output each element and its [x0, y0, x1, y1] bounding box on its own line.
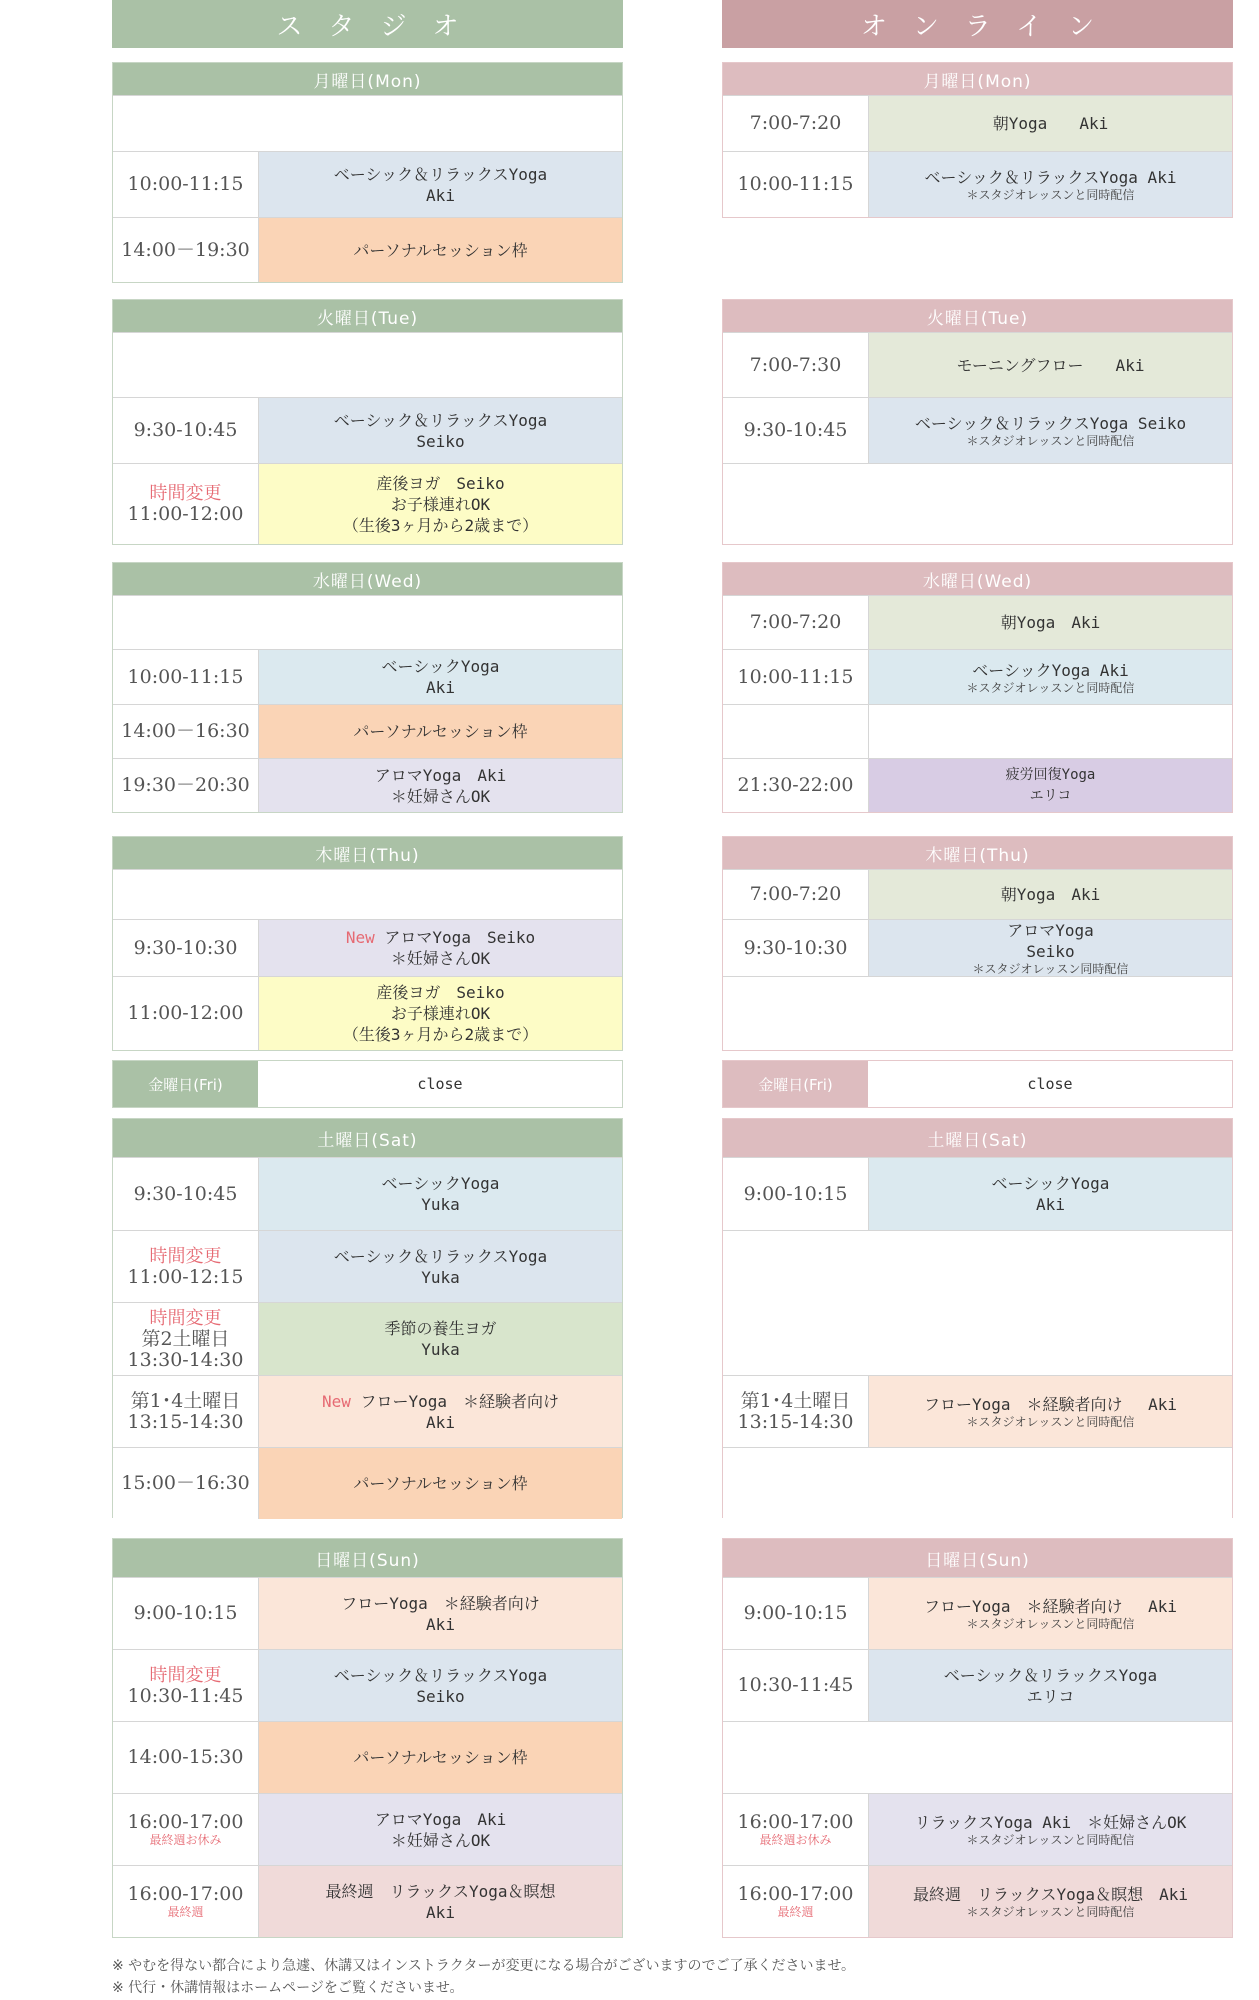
empty-row	[723, 1230, 1232, 1375]
time-text: 15:00－16:30	[121, 1472, 250, 1494]
week-note: 第1･4土曜日	[740, 1389, 851, 1412]
simulcast-note: ＊スタジオレッスンと同時配信	[966, 434, 1135, 448]
class-row	[723, 397, 1232, 463]
class-cell	[869, 1866, 1232, 1937]
class-row	[723, 595, 1232, 649]
week-note: 最終週お休み	[149, 1833, 222, 1847]
class-name: ベーシック＆リラックスYoga	[943, 1665, 1158, 1685]
class-detail: （生後3ヶ月から2歳まで）	[342, 515, 539, 535]
online-thursday	[722, 836, 1233, 1051]
studio-saturday	[112, 1118, 623, 1518]
class-cell	[869, 1158, 1232, 1230]
instructor: Yuka	[421, 1267, 460, 1287]
closed-text: close	[258, 1061, 622, 1107]
empty-row	[723, 704, 1232, 758]
class-name: 最終週 リラックスYoga＆瞑想 Aki	[913, 1885, 1188, 1904]
class-cell	[259, 1722, 622, 1793]
class-detail: （生後3ヶ月から2歳まで）	[342, 1025, 539, 1044]
class-detail: ＊妊婦さんOK	[390, 1830, 491, 1850]
class-row	[723, 869, 1232, 919]
online-wednesday	[722, 562, 1233, 813]
instructor: Aki	[1036, 1195, 1065, 1214]
class-cell	[869, 596, 1232, 649]
instructor: Seiko	[416, 1686, 465, 1706]
time-cell	[723, 596, 869, 649]
class-cell	[259, 650, 622, 704]
time-cell	[113, 1722, 259, 1793]
time-text: 9:30-10:30	[133, 936, 238, 959]
time-text: 14:00－16:30	[121, 720, 250, 742]
instructor: Yuka	[421, 1195, 460, 1214]
studio-wednesday	[112, 562, 623, 813]
class-name: ベーシックYoga Aki	[972, 660, 1129, 680]
new-badge: New	[321, 1391, 351, 1411]
class-row	[113, 397, 622, 463]
class-name: ベーシック＆リラックスYoga Seiko	[914, 414, 1187, 433]
time-change-note: 時間変更	[149, 1245, 222, 1267]
class-row	[113, 1577, 622, 1649]
class-cell	[869, 870, 1232, 919]
empty-row	[113, 95, 622, 151]
time-cell	[723, 1158, 869, 1230]
class-name: アロマYoga Seiko	[374, 928, 536, 947]
class-name: フローYoga ＊経験者向け	[350, 1391, 560, 1411]
time-change-note: 時間変更	[149, 1664, 222, 1686]
time-cell	[723, 1650, 869, 1721]
day-header: 木曜日(Thu)	[113, 837, 622, 869]
instructor: Yuka	[421, 1340, 460, 1359]
class-name: 朝Yoga Aki	[1000, 885, 1101, 904]
online-sunday	[722, 1538, 1233, 1938]
time-text: 16:00-17:00	[127, 1883, 244, 1905]
class-row	[723, 649, 1232, 704]
class-cell	[259, 1376, 622, 1447]
time-cell	[723, 96, 869, 151]
online-column	[722, 0, 1233, 1919]
simulcast-note: ＊スタジオレッスンと同時配信	[966, 1833, 1135, 1847]
time-text: 13:30-14:30	[127, 1348, 244, 1371]
studio-sunday	[112, 1538, 623, 1938]
time-cell	[113, 218, 259, 282]
time-text: 16:00-17:00	[737, 1811, 854, 1833]
class-cell	[869, 1794, 1232, 1865]
time-cell	[723, 1376, 869, 1447]
class-name: ベーシック＆リラックスYoga	[333, 164, 548, 184]
class-name: フローYoga ＊経験者向け	[341, 1593, 540, 1613]
time-text: 10:00-11:15	[737, 665, 854, 688]
class-cell	[259, 920, 622, 976]
time-cell	[113, 1866, 259, 1937]
online-tuesday	[722, 299, 1233, 545]
class-cell	[869, 152, 1232, 217]
time-text: 9:00-10:15	[743, 1182, 848, 1205]
time-text: 11:00-12:15	[127, 1265, 244, 1288]
instructor: Aki	[426, 1614, 455, 1634]
studio-title: スタジオ	[112, 0, 623, 48]
class-cell	[259, 1448, 622, 1519]
footer-note: ※ やむを得ない都合により急遽、休講又はインストラクターが変更になる場合がございますのでご了承くださいませ。	[112, 1958, 856, 1974]
simulcast-note: ＊スタジオレッスンと同時配信	[966, 1415, 1135, 1429]
class-name: パーソナルセッション枠	[353, 1474, 528, 1493]
class-row	[723, 1577, 1232, 1649]
day-header: 火曜日(Tue)	[723, 300, 1232, 332]
day-header: 水曜日(Wed)	[113, 563, 622, 595]
class-row	[723, 1157, 1232, 1230]
time-cell	[113, 1448, 259, 1519]
class-detail: お子様連れOK	[390, 1004, 491, 1023]
online-friday	[722, 1060, 1233, 1108]
studio-thursday	[112, 836, 623, 1051]
time-cell	[113, 1231, 259, 1302]
time-text: 21:30-22:00	[737, 774, 854, 796]
class-row	[723, 1865, 1232, 1937]
class-name: ベーシックYoga	[381, 1174, 500, 1193]
class-row	[113, 649, 622, 704]
simulcast-note: ＊スタジオレッスンと同時配信	[966, 680, 1135, 695]
instructor: Aki	[426, 1902, 455, 1922]
class-row	[113, 1865, 622, 1937]
class-row	[113, 217, 622, 282]
time-cell	[113, 977, 259, 1050]
time-text: 19:30－20:30	[121, 774, 250, 796]
class-cell	[259, 398, 622, 463]
class-cell	[869, 96, 1232, 151]
week-note: 第1･4土曜日	[130, 1389, 241, 1412]
empty-row	[113, 332, 622, 397]
time-text: 7:00-7:20	[749, 112, 842, 134]
class-cell	[259, 705, 622, 758]
time-cell	[113, 398, 259, 463]
week-note: 最終週	[167, 1905, 204, 1919]
class-row	[113, 1793, 622, 1865]
instructor: Aki	[426, 678, 455, 697]
day-header: 水曜日(Wed)	[723, 563, 1232, 595]
time-text: 14:00-15:30	[127, 1746, 244, 1768]
time-cell	[723, 333, 869, 397]
time-text: 9:30-10:30	[743, 936, 848, 959]
week-note: 最終週	[777, 1905, 814, 1919]
simulcast-note: ＊スタジオレッスン同時配信	[972, 962, 1129, 976]
time-cell	[113, 464, 259, 544]
time-text: 10:30-11:45	[737, 1674, 854, 1696]
studio-column	[112, 0, 623, 1922]
class-name: パーソナルセッション枠	[353, 240, 528, 260]
class-cell	[869, 759, 1232, 812]
empty-row	[723, 976, 1232, 1050]
instructor: Seiko	[416, 431, 465, 451]
class-row	[113, 1302, 622, 1375]
time-text: 10:00-11:15	[737, 173, 854, 195]
class-cell	[259, 1578, 622, 1649]
time-change-note: 時間変更	[149, 483, 222, 504]
class-row	[113, 1447, 622, 1519]
time-cell	[113, 1376, 259, 1447]
class-cell	[869, 705, 1232, 758]
time-text: 13:15-14:30	[127, 1410, 244, 1433]
time-cell	[113, 920, 259, 976]
time-cell	[723, 1866, 869, 1937]
time-text: 9:30-10:45	[133, 419, 238, 441]
time-cell	[723, 650, 869, 704]
class-row	[113, 463, 622, 544]
closed-text: close	[868, 1061, 1232, 1107]
class-name: 最終週 リラックスYoga＆瞑想	[325, 1881, 556, 1901]
time-cell	[723, 398, 869, 463]
class-cell	[259, 1650, 622, 1721]
class-row	[113, 1721, 622, 1793]
time-text: 9:00-10:15	[743, 1602, 848, 1624]
studio-friday	[112, 1060, 623, 1108]
time-cell	[723, 152, 869, 217]
day-header: 月曜日(Mon)	[113, 63, 622, 95]
day-header: 土曜日(Sat)	[113, 1119, 622, 1157]
class-name: リラックスYoga Aki ＊妊婦さんOK	[914, 1813, 1187, 1832]
class-name: ベーシックYoga	[991, 1174, 1110, 1193]
time-cell	[723, 705, 869, 758]
time-text: 10:00-11:15	[127, 173, 244, 195]
class-cell	[869, 398, 1232, 463]
day-header: 土曜日(Sat)	[723, 1119, 1232, 1157]
class-cell	[259, 218, 622, 282]
class-row	[723, 332, 1232, 397]
time-cell	[113, 1158, 259, 1230]
class-row	[113, 1157, 622, 1230]
class-detail: ＊妊婦さんOK	[390, 949, 491, 968]
time-text: 7:00-7:20	[749, 883, 842, 905]
class-row	[723, 919, 1232, 976]
class-cell	[259, 977, 622, 1050]
day-header: 日曜日(Sun)	[113, 1539, 622, 1577]
time-text: 7:00-7:20	[749, 611, 842, 633]
day-header: 木曜日(Thu)	[723, 837, 1232, 869]
empty-row	[723, 1447, 1232, 1519]
class-row	[113, 151, 622, 217]
class-row	[113, 758, 622, 812]
class-name: パーソナルセッション枠	[353, 1748, 528, 1767]
time-text: 9:00-10:15	[133, 1602, 238, 1624]
time-cell	[723, 920, 869, 976]
time-text: 16:00-17:00	[127, 1811, 244, 1833]
day-header: 月曜日(Mon)	[723, 63, 1232, 95]
class-cell	[259, 1303, 622, 1375]
class-detail: お子様連れOK	[390, 494, 491, 514]
empty-row	[113, 595, 622, 649]
time-cell	[113, 1303, 259, 1375]
class-name: モーニングフロー Aki	[956, 355, 1145, 375]
class-name: 季節の養生ヨガ	[384, 1319, 497, 1338]
simulcast-note: ＊スタジオレッスンと同時配信	[966, 188, 1135, 202]
simulcast-note: ＊スタジオレッスンと同時配信	[966, 1617, 1135, 1631]
online-saturday	[722, 1118, 1233, 1518]
class-cell	[869, 1578, 1232, 1649]
week-note: 第2土曜日	[141, 1327, 230, 1350]
class-cell	[869, 1376, 1232, 1447]
empty-row	[723, 1721, 1232, 1793]
instructor: Aki	[426, 185, 455, 205]
time-text: 16:00-17:00	[737, 1883, 854, 1905]
class-name: 朝Yoga Aki	[992, 114, 1109, 133]
class-name: アロマYoga	[1007, 921, 1094, 940]
time-text: 13:15-14:30	[737, 1410, 854, 1433]
time-cell	[723, 1578, 869, 1649]
time-cell	[113, 1650, 259, 1721]
class-row	[723, 1793, 1232, 1865]
time-change-note: 時間変更	[149, 1307, 222, 1329]
time-cell	[113, 152, 259, 217]
class-row	[113, 1230, 622, 1302]
class-row	[723, 1375, 1232, 1447]
class-row	[113, 1649, 622, 1721]
class-row	[723, 758, 1232, 812]
day-header: 火曜日(Tue)	[113, 300, 622, 332]
online-monday	[722, 62, 1233, 218]
class-name: アロマYoga Aki	[374, 1809, 507, 1829]
footer-note: ※ 代行・休講情報はホームページをご覧くださいませ。	[112, 1980, 464, 1996]
class-name: フローYoga ＊経験者向け Aki	[923, 1395, 1178, 1414]
time-text: 10:00-11:15	[127, 665, 244, 688]
class-cell	[869, 650, 1232, 704]
time-cell	[113, 705, 259, 758]
class-cell	[869, 333, 1232, 397]
time-text: 11:00-12:00	[127, 1002, 244, 1024]
class-detail: ＊妊婦さんOK	[390, 786, 491, 806]
class-name: ベーシック＆リラックスYoga	[333, 1665, 548, 1685]
class-name: 疲労回復Yoga	[1005, 766, 1096, 783]
instructor: エリコ	[1029, 787, 1072, 804]
instructor: Seiko	[1026, 942, 1075, 961]
class-cell	[259, 759, 622, 812]
class-cell	[259, 464, 622, 544]
instructor: エリコ	[1026, 1686, 1075, 1706]
class-cell	[869, 1650, 1232, 1721]
time-text: 9:30-10:45	[133, 1182, 238, 1205]
class-cell	[259, 1158, 622, 1230]
new-badge: New	[345, 928, 375, 947]
day-header: 日曜日(Sun)	[723, 1539, 1232, 1577]
time-cell	[113, 1578, 259, 1649]
footer-notes	[112, 1955, 855, 1999]
time-cell	[723, 759, 869, 812]
class-cell	[259, 1231, 622, 1302]
online-title: オンライン	[722, 0, 1233, 48]
class-cell	[869, 920, 1232, 976]
class-name: ベーシック＆リラックスYoga	[333, 410, 548, 430]
class-row	[113, 1375, 622, 1447]
class-row	[113, 976, 622, 1050]
class-row	[113, 919, 622, 976]
class-row	[113, 704, 622, 758]
instructor: Aki	[426, 1412, 455, 1432]
class-name: ベーシック＆リラックスYoga Aki	[924, 168, 1177, 187]
class-cell	[259, 1866, 622, 1937]
day-label: 金曜日(Fri)	[113, 1061, 258, 1107]
class-name: 朝Yoga Aki	[1000, 613, 1101, 632]
time-cell	[113, 650, 259, 704]
class-name: ベーシックYoga	[381, 657, 500, 676]
time-text: 10:30-11:45	[127, 1684, 244, 1707]
class-row	[723, 95, 1232, 151]
time-text: 7:00-7:30	[749, 353, 842, 376]
class-name: ベーシック＆リラックスYoga	[333, 1246, 548, 1266]
empty-row	[113, 869, 622, 919]
time-text: 11:00-12:00	[127, 503, 244, 525]
class-name: アロマYoga Aki	[374, 765, 507, 785]
time-cell	[113, 759, 259, 812]
class-name: フローYoga ＊経験者向け Aki	[923, 1597, 1178, 1616]
studio-monday	[112, 62, 623, 283]
class-cell	[259, 152, 622, 217]
time-text: 9:30-10:45	[743, 419, 848, 441]
class-name: パーソナルセッション枠	[353, 722, 528, 741]
class-row	[723, 151, 1232, 217]
week-note: 最終週お休み	[759, 1833, 832, 1847]
time-cell	[723, 1794, 869, 1865]
time-cell	[723, 870, 869, 919]
empty-row	[723, 463, 1232, 544]
time-text: 14:00－19:30	[121, 238, 250, 261]
studio-tuesday	[112, 299, 623, 545]
class-name: 産後ヨガ Seiko	[376, 983, 505, 1002]
class-row	[723, 1649, 1232, 1721]
day-label: 金曜日(Fri)	[723, 1061, 868, 1107]
time-cell	[113, 1794, 259, 1865]
simulcast-note: ＊スタジオレッスンと同時配信	[966, 1905, 1135, 1919]
class-cell	[259, 1794, 622, 1865]
class-name: 産後ヨガ Seiko	[376, 473, 505, 493]
